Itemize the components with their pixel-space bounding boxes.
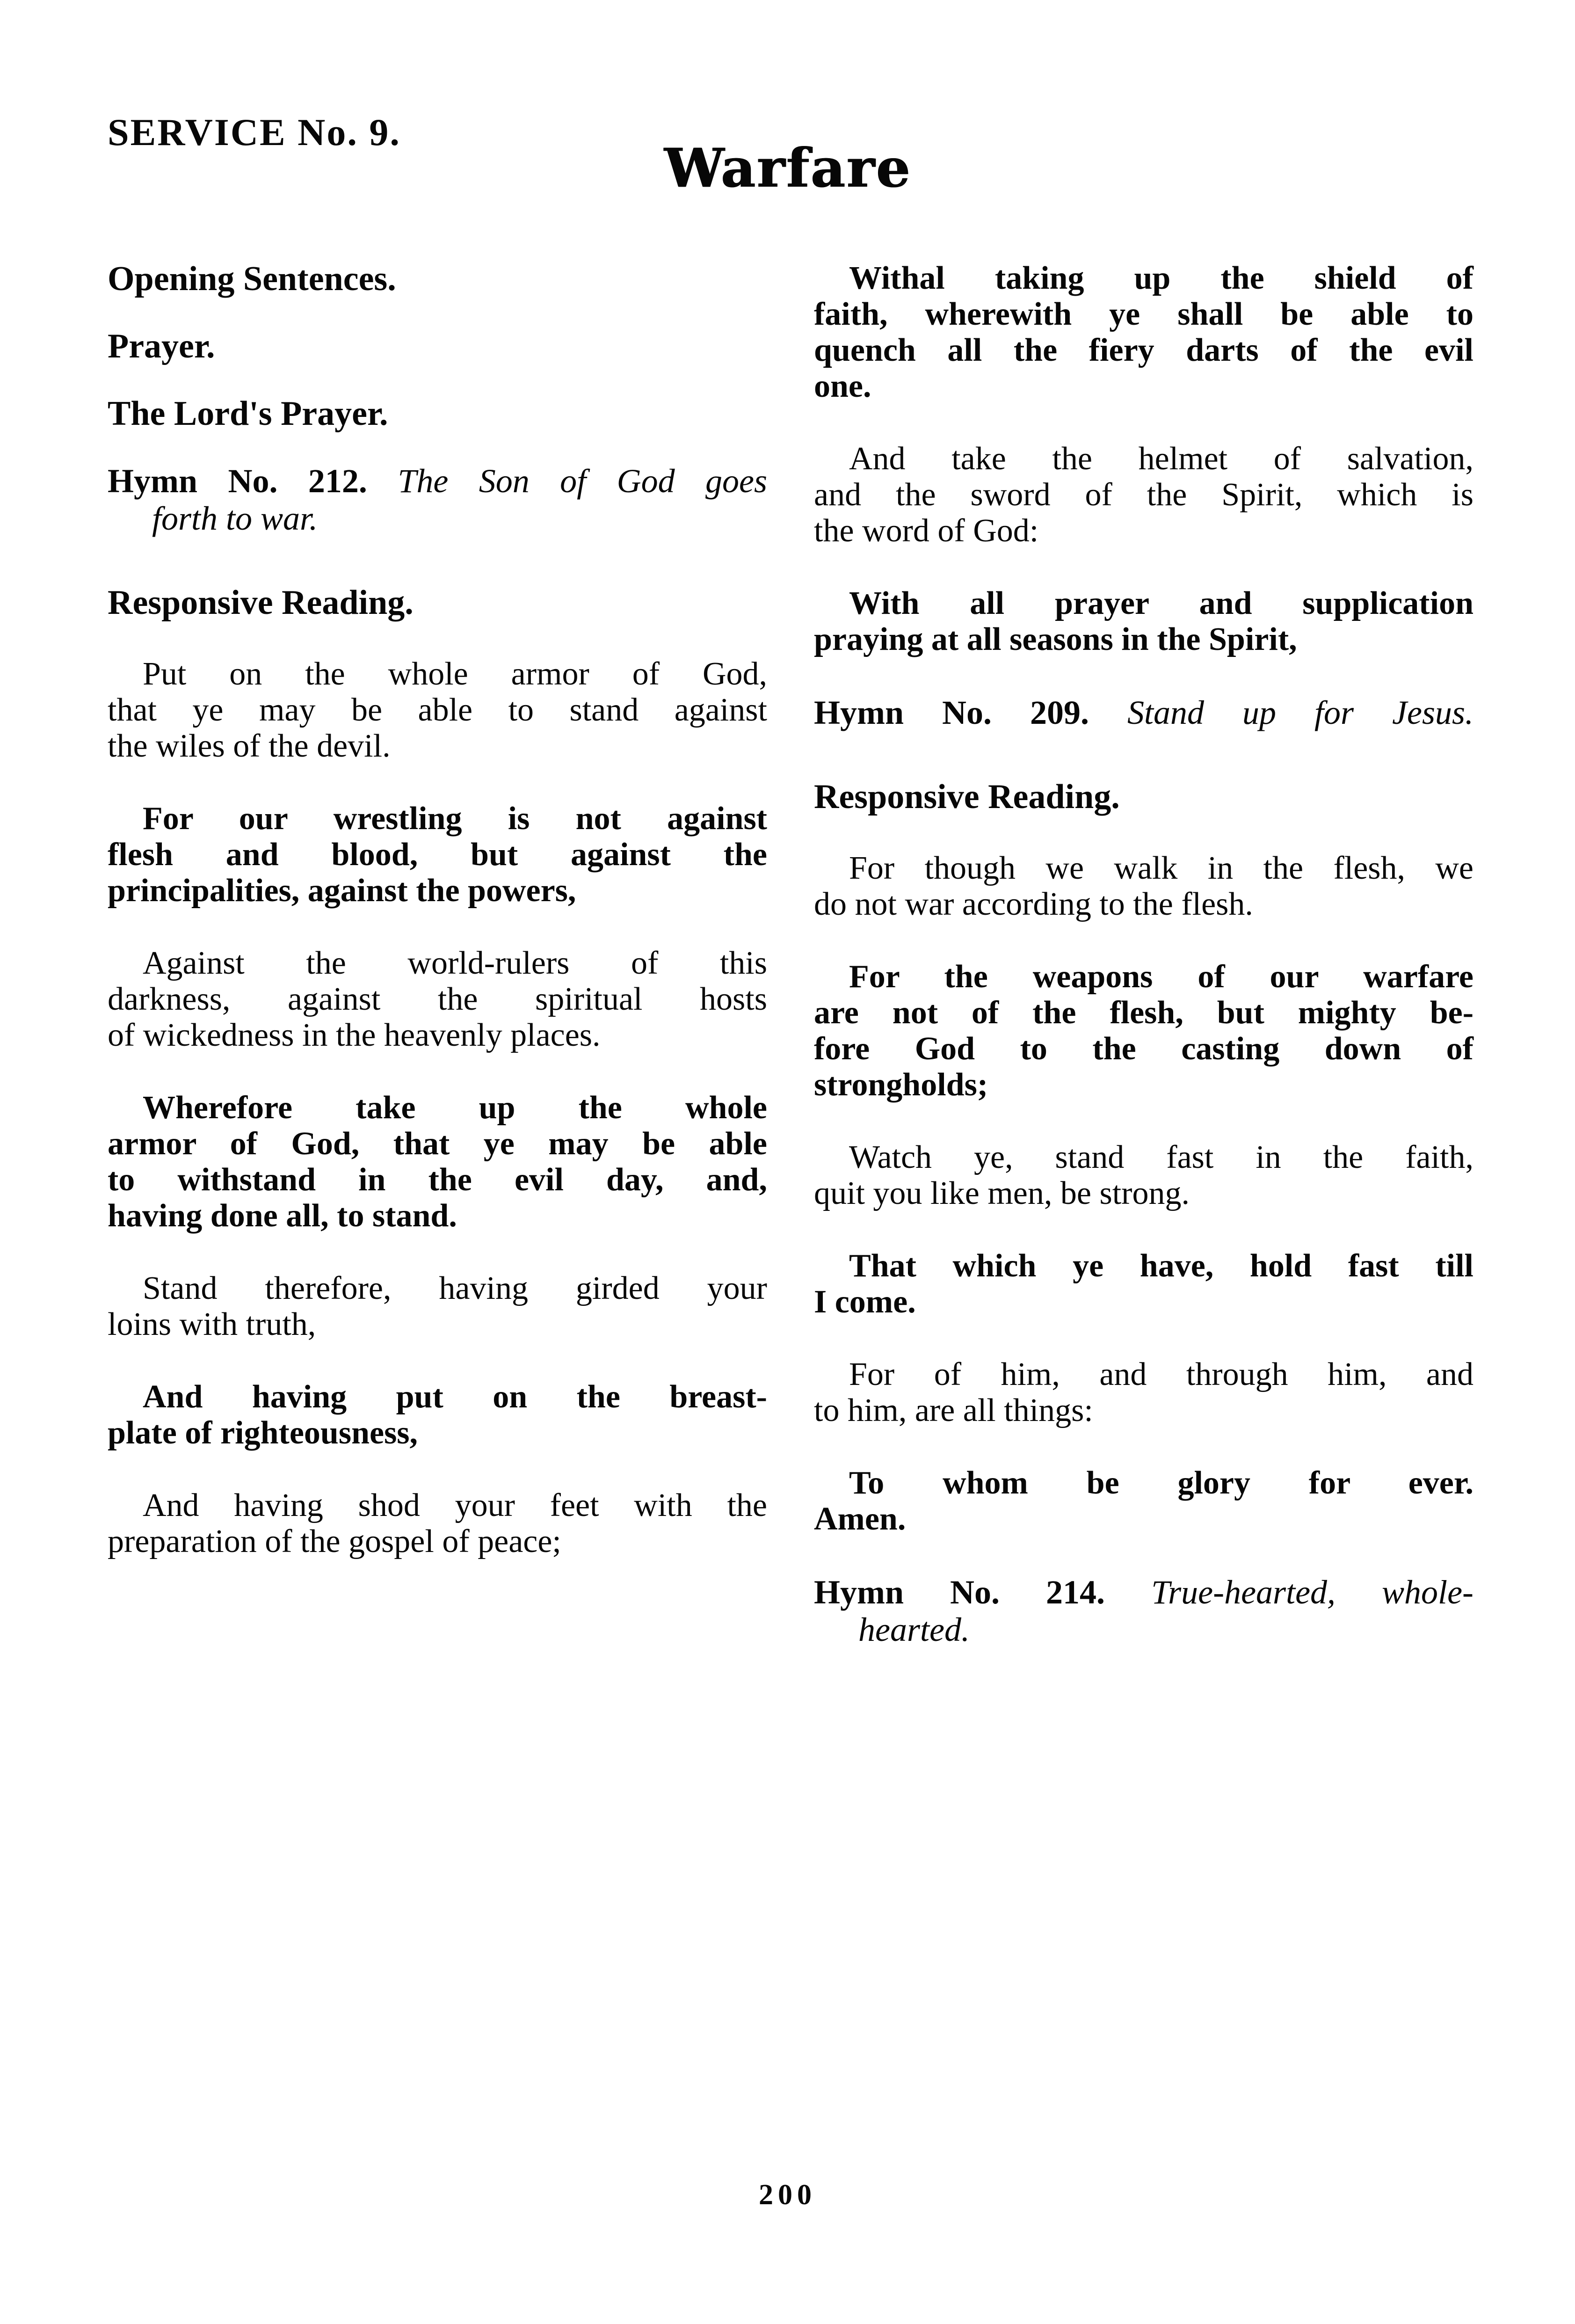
responsive-reading-heading: Responsive Reading. [814, 778, 1120, 816]
responsive-verse [108, 1487, 767, 1559]
responsive-verse [108, 801, 767, 909]
hymn-label: Hymn No. 209. [814, 694, 1089, 731]
hymn-label: Hymn No. 212. [108, 462, 367, 500]
verse-line: and the sword of the Spirit, which is [814, 477, 1473, 513]
hymn-line [814, 1611, 1473, 1648]
responsive-verse [108, 1379, 767, 1451]
hymn-title: The Son of God goes [398, 462, 767, 500]
verse-line: to withstand in the evil day, and, [108, 1162, 767, 1198]
verse-line: Wherefore take up the whole [143, 1090, 767, 1126]
verse-line: Put on the whole armor of God, [143, 656, 767, 692]
verse-line: quit you like men, be strong. [814, 1175, 1190, 1211]
left-column [108, 260, 767, 1695]
verse-line: fore God to the casting down of [814, 1031, 1473, 1067]
responsive-verse [814, 1139, 1473, 1211]
responsive-verse [108, 656, 767, 764]
verse-line: flesh and blood, but against the [108, 837, 767, 873]
verse-line: With all prayer and supplication [849, 585, 1473, 621]
responsive-verse [814, 850, 1473, 922]
verse-line: having done all, to stand. [108, 1198, 457, 1234]
verse-line: armor of God, that ye may be able [108, 1126, 767, 1162]
right-column [814, 260, 1473, 1695]
verse-line: For our wrestling is not against [143, 801, 767, 837]
responsive-verse [814, 1356, 1473, 1428]
verse-line: are not of the flesh, but mighty be- [814, 995, 1473, 1031]
verse-line: To whom be glory for ever. [849, 1465, 1473, 1501]
responsive-verse [108, 945, 767, 1053]
verse-line: Withal taking up the shield of [849, 260, 1473, 296]
verse-line: of wickedness in the heavenly places. [108, 1017, 601, 1053]
verse-line: strongholds; [814, 1067, 988, 1103]
verse-line: For the weapons of our warfare [849, 959, 1473, 995]
responsive-verse [814, 260, 1473, 404]
verse-line: praying at all seasons in the Spirit, [814, 621, 1297, 657]
responsive-verse [108, 1090, 767, 1234]
verse-line: preparation of the gospel of peace; [108, 1523, 561, 1559]
verse-line: do not war according to the flesh. [814, 886, 1253, 922]
hymn-entry-214 [814, 1574, 1473, 1648]
responsive-verse [814, 1248, 1473, 1320]
verse-line: For though we walk in the flesh, we [849, 850, 1473, 886]
hymn-title: True-hearted, whole- [1151, 1574, 1473, 1611]
verse-line: Against the world-rulers of this [143, 945, 767, 981]
responsive-verse [814, 1465, 1473, 1537]
service-label: SERVICE No. 9. [108, 111, 401, 153]
hymn-entry-209 [814, 694, 1473, 731]
verse-line: Watch ye, stand fast in the faith, [849, 1139, 1473, 1175]
page-title-blackletter: Warfare [664, 137, 911, 199]
hymn-line [108, 462, 767, 500]
verse-line: to him, are all things: [814, 1392, 1093, 1428]
responsive-verse [814, 959, 1473, 1103]
responsive-verse [814, 585, 1473, 657]
verse-line: And having put on the breast- [143, 1379, 767, 1415]
hymn-title: forth to war. [152, 500, 318, 537]
hymn-title: hearted. [858, 1611, 970, 1648]
verse-line: And having shod your feet with the [143, 1487, 767, 1523]
responsive-reading-heading: Responsive Reading. [108, 583, 414, 622]
two-column-text [108, 260, 1473, 1695]
hymn-title: Stand up for Jesus. [1127, 694, 1473, 731]
order-item-opening-sentences: Opening Sentences. [108, 260, 396, 298]
verse-line: the wiles of the devil. [108, 728, 391, 764]
order-item-lords-prayer: The Lord's Prayer. [108, 394, 388, 433]
verse-line: one. [814, 368, 871, 404]
hymn-line [108, 500, 767, 537]
verse-line: faith, wherewith ye shall be able to [814, 296, 1473, 332]
hymn-entry-212 [108, 462, 767, 537]
page-number: 200 [759, 2179, 816, 2211]
verse-line: And take the helmet of salvation, [849, 441, 1473, 477]
verse-line: For of him, and through him, and [849, 1356, 1473, 1392]
responsive-verse [814, 441, 1473, 549]
responsive-verse [108, 1270, 767, 1342]
verse-line: the word of God: [814, 513, 1039, 549]
order-item-prayer: Prayer. [108, 327, 215, 365]
verse-line: darkness, against the spiritual hosts [108, 981, 767, 1017]
verse-line: That which ye have, hold fast till [849, 1248, 1473, 1284]
verse-line: I come. [814, 1284, 916, 1320]
verse-line: Amen. [814, 1501, 906, 1537]
verse-line: quench all the fiery darts of the evil [814, 332, 1473, 368]
verse-line: Stand therefore, having girded your [143, 1270, 767, 1306]
verse-line: principalities, against the powers, [108, 873, 576, 909]
hymn-label: Hymn No. 214. [814, 1574, 1105, 1611]
verse-line: loins with truth, [108, 1306, 316, 1342]
verse-line: plate of righteousness, [108, 1415, 418, 1451]
hymn-line [814, 694, 1473, 731]
verse-line: that ye may be able to stand against [108, 692, 767, 728]
hymn-line [814, 1574, 1473, 1611]
